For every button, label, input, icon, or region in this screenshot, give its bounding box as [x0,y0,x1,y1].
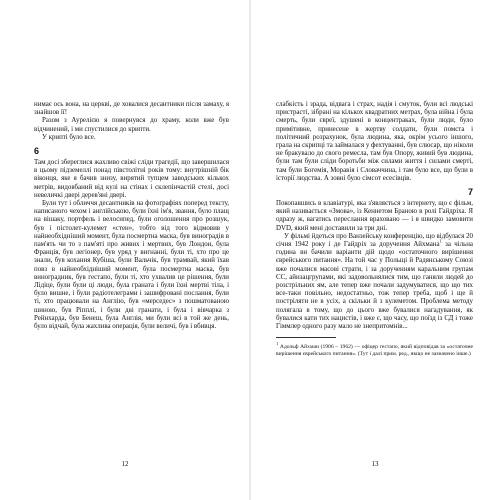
paragraph-text: У фільмі йдеться про Ванзейську конференцію, що відбулася 20 січня 1942 року і де Гайдріх за доручення Айхмана [276,232,473,249]
right-page-text [276,101,473,358]
paragraph: Покопавшись в клавіатурі, яка з'являється з інтернету, що є фільм, який називається «Змова», із Кеннетом Браною в ролі Гайдріха. Я одразу ж, вагатись переслання враховано — і я швидко замовити DVD, який мені доставили за три дні. [276,200,473,232]
footnote-marker: 1 [276,341,279,347]
section-number: 7 [467,187,473,198]
footnote-reference: 1 [439,238,442,244]
left-page-text [34,101,229,331]
paragraph [276,233,473,331]
right-page [250,0,500,500]
footnote [276,341,473,357]
footnote-text: Адольф Айхман (1906 – 1962) — офіцер гестапо, який відповідав за «остаточне вирішення єврейського питання». (Тут і далі прим. ред., якщо не зазначено інше.) [276,344,473,357]
footnote-divider [276,337,336,338]
paragraph: нимає ось вона, на церкві, де ховалися десантники після замаху, я знайшов її! [34,101,229,117]
paragraph: слабкість і зрада, відвага і страх, надія і смуток, були всі людські пристрасті, зібрані на кількох квадратних метрах, була війна і була смерть, були євреї, здушені в концентраках, були люди, було примітивне, принесене в жертву солдати, були помста і політичний розрахунок, була людина, яка, окрім усього іншого, грала на скрипці та займалася у фехтуванні, був слюсар, що ніколи не бракувало до свого ремесла, там був Опору, живий був людина, були там були сліди боротьби між силами життя і силами смерті, там були Богемія, Моравія і Словаччина, і там було все, що були в історії людства. А зовні було сімсот есесівців. [276,101,474,182]
section-number: 6 [34,146,40,157]
page-number: 12 [121,460,129,468]
paragraph: Були тут і обличчя десантників на фотографіях поперед тексту, написаного чехом і англійською, були їхні ім'я, звання, було плащ на вішаку, портфель і велосипед, були оголошення про розшук, був і пістолет-кулемет «стен», тобто від того відмовив у найнеобхідніший момент, була посмертна маска, був виноградів в пам'ять чи то з пам'яті про живих і мертвих, був Лондон, була Франція, був легіонер, був уряд у вигнанні, були ті, хто про це знали, був кохання Кубіша, були Вальчік, був трамвай, який їхав повз в найнеобхідніший момент, була посмертна маска, був виноградник, був гестапо, були ті, хто ухвалив це рішення, були Лідіце, були були ці люди, була граната і були їхні мертві тіла, і було вишне, і були радіотелеграми і зашифровані послання, були ті, хто працювали на Англію, був «мерседес» з пошматованою шиною, був Ріпплі, і були дві гранати, і була і вівчарка з Рейнхарда, був Бенеш, була Англія, ми були всі в той же день, було відчай, була жахлива операція, були величі, був і вбивця. [34,200,229,331]
paragraph: Разом з Аурелією я повернувся до храму, коли вже був відчинений, і ми спустилися до крипти. [34,117,229,133]
paragraph-text: за чільна година ви бачили варіанти дій щодо «остаточного вирішення єврейського питання». На той час у Польщі й Радянському Союзі вже почалися масові страти, і за дорученням каральним групам СС, айнзацгрупами, які задовольнялися тим, що ганяли людей до розстрільних ям, але тепер вже почали задумуватися, що що тих все-таки повільно, недостатньо, тож тепер треба, щоб і ще й постріляти не в усіх, а скільки й з кулеметом. Проблема методу полягала в тому, що до цього вже бувалися нагадування, як бувалися кати тих нацистів, і вже є, що часу, що поїзд із СД і тоже Гіммлер одного разу мало не знепритомнів... [276,241,473,331]
paragraph: У крипті було все. [42,133,96,141]
page-number: 13 [371,460,379,468]
paragraph: Там досі збереглися жахливо свіжі сліди трагедії, що завершилася в цьому підземеллі понад півстолітні років тому: внутрішній бік віконця, яке я бачив знизу, вирятий тупцем заводських кількох метрів, видовбаний від кулі на стінах і склепінчастій стелі, досі невеличкі двері дерев'яні двері. [34,159,229,199]
